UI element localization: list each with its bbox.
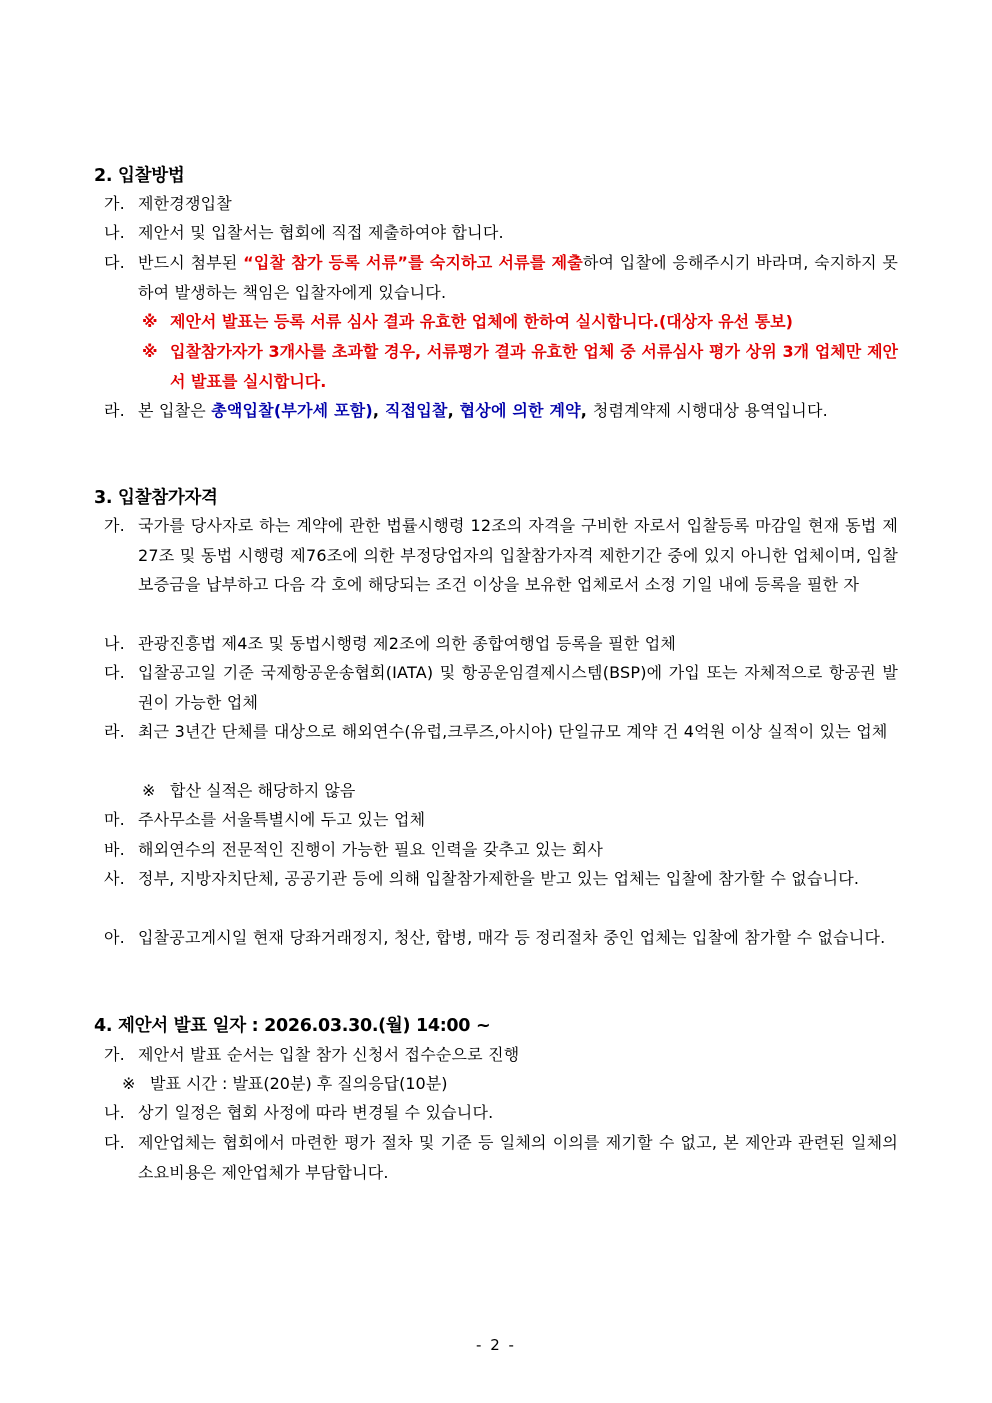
s2-item-da (104, 248, 898, 307)
item-marker: 가. (104, 516, 125, 535)
s4-item-da (104, 1128, 898, 1187)
s4-ga-note (122, 1069, 882, 1099)
item-text: 제안업체는 협회에서 마련한 평가 절차 및 기준 등 일체의 이의를 제기할 수 없고, 본 제안과 관련된 일체의 소요비용은 제안업체가 부담합니다. (138, 1133, 898, 1182)
note-marker: ※ (142, 781, 156, 800)
emphasis-blue: 총액입찰(부가세 포함) (211, 401, 373, 420)
item-text: 제안서 및 입찰서는 협회에 직접 제출하여야 합니다. (138, 223, 504, 242)
item-text: 정부, 지방자치단체, 공공기관 등에 의해 입찰참가제한을 받고 있는 업체는 입찰에 참가할 수 없습니다. (138, 869, 860, 888)
item-marker: 나. (104, 223, 125, 242)
s2-note-1 (142, 307, 902, 337)
section-3-title: 3. 입찰참가자격 (94, 488, 218, 508)
item-marker: 나. (104, 1103, 125, 1122)
item-text: 상기 일정은 협회 사정에 따라 변경될 수 있습니다. (138, 1103, 494, 1122)
s4-item-na (104, 1098, 898, 1128)
separator: , (447, 401, 460, 420)
item-marker: 나. (104, 634, 125, 653)
item-text: 관광진흥법 제4조 및 동법시행령 제2조에 의한 종합여행업 등록을 필한 업체 (138, 634, 677, 653)
text-plain: 청렴계약제 시행대상 용역입니다. (592, 401, 828, 420)
section-2-title: 2. 입찰방법 (94, 166, 185, 186)
item-marker: 다. (104, 663, 125, 682)
s3-item-ma (104, 805, 898, 835)
item-marker: 가. (104, 194, 125, 213)
emphasis-blue: 직접입찰 (384, 401, 448, 420)
item-text: 제안서 발표 순서는 입찰 참가 신청서 접수순으로 진행 (138, 1045, 520, 1064)
s3-ra-note (142, 776, 902, 806)
s2-item-ga (104, 189, 898, 219)
separator: , (372, 401, 385, 420)
s3-item-sa (104, 864, 898, 894)
s4-item-ga (104, 1040, 898, 1070)
item-marker: 다. (104, 1133, 125, 1152)
emphasis-red: “입찰 참가 등록 서류”를 숙지하고 서류를 제출 (243, 253, 583, 272)
s2-item-ra (104, 396, 898, 426)
s2-note-2 (142, 337, 898, 396)
note-text: 발표 시간 : 발표(20분) 후 질의응답(10분) (150, 1074, 448, 1093)
item-marker: 다. (104, 253, 125, 272)
item-text: 해외연수의 전문적인 진행이 가능한 필요 인력을 갖추고 있는 회사 (138, 840, 604, 859)
item-text: 주사무소를 서울특별시에 두고 있는 업체 (138, 810, 426, 829)
section-4-title: 4. 제안서 발표 일자 : 2026.03.30.(월) 14:00 ~ (94, 1016, 491, 1036)
page-number: - 2 - (476, 1336, 516, 1354)
s2-item-na (104, 218, 898, 248)
item-text: 입찰공고일 기준 국제항공운송협회(IATA) 및 항공운임결제시스템(BSP)에 가입 또는 자체적으로 항공권 발권이 가능한 업체 (138, 663, 898, 712)
emphasis-blue: 협상에 의한 계약 (459, 401, 581, 420)
item-marker: 라. (104, 722, 125, 741)
text-plain: 본 입찰은 (138, 401, 212, 420)
note-marker: ※ (142, 312, 158, 331)
item-marker: 마. (104, 810, 125, 829)
item-text: 제한경쟁입찰 (138, 194, 232, 213)
item-text: 입찰공고게시일 현재 당좌거래정지, 청산, 합병, 매각 등 정리절차 중인 업체는 입찰에 참가할 수 없습니다. (138, 928, 886, 947)
item-marker: 라. (104, 401, 125, 420)
s3-item-ga (104, 511, 898, 600)
note-marker: ※ (142, 342, 158, 361)
item-marker: 가. (104, 1045, 125, 1064)
s3-item-ba (104, 835, 898, 865)
note-text: 입찰참가자가 3개사를 초과할 경우, 서류평가 결과 유효한 업체 중 서류심사 평가 상위 3개 업체만 제안서 발표를 실시합니다. (170, 342, 898, 391)
item-text (138, 248, 898, 307)
item-marker: 아. (104, 928, 125, 947)
s3-item-na (104, 629, 898, 659)
text-plain: 반드시 첨부된 (138, 253, 244, 272)
item-text (138, 396, 898, 426)
item-marker: 사. (104, 869, 125, 888)
s3-item-a (104, 923, 898, 953)
note-marker: ※ (122, 1074, 136, 1093)
s3-item-da (104, 658, 898, 717)
item-text: 최근 3년간 단체를 대상으로 해외연수(유럽,크루즈,아시아) 단일규모 계약 건 4억원 이상 실적이 있는 업체 (138, 722, 888, 741)
separator: , (580, 401, 593, 420)
note-text: 제안서 발표는 등록 서류 심사 결과 유효한 업체에 한하여 실시합니다.(대상자 유선 통보) (170, 312, 793, 331)
s3-item-ra (104, 717, 898, 747)
item-text: 국가를 당사자로 하는 계약에 관한 법률시행령 12조의 자격을 구비한 자로서 입찰등록 마감일 현재 동법 제27조 및 동법 시행령 제76조에 의한 부정당업자의 입찰참가자격 제한기간 중에 있지 아니한 업체이며, 입찰보증금을 납부하고 다음 각 호에 해당되는 조건 이상을 보유한 업체로서 소정 기일 내에 등록을 필한 자 (138, 516, 898, 594)
item-marker: 바. (104, 840, 125, 859)
text-plain: 하여 입찰에 응해주시기 바라며, 숙지하지 못하여 발생하는 책임은 입찰자에게 있습니다. (138, 253, 898, 302)
note-text: 합산 실적은 해당하지 않음 (170, 781, 356, 800)
